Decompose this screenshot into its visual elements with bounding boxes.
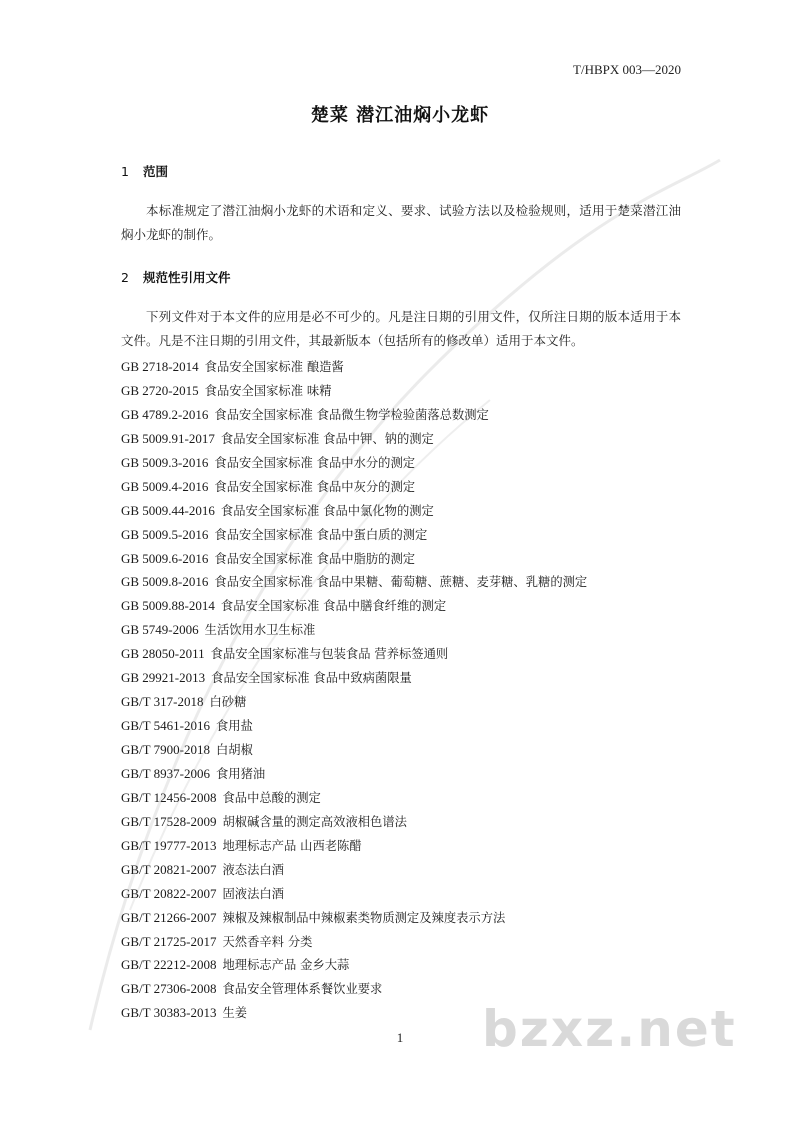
- reference-item: [121, 1001, 587, 1025]
- reference-code: GB/T 19777-2013: [121, 837, 217, 853]
- reference-code: GB 5009.6-2016: [121, 550, 209, 566]
- reference-code: GB/T 17528-2009: [121, 813, 217, 829]
- reference-item: [121, 930, 587, 954]
- reference-title: 胡椒碱含量的测定高效液相色谱法: [222, 814, 407, 829]
- section-2-heading: [121, 268, 231, 286]
- reference-code: GB/T 7900-2018: [121, 742, 210, 757]
- reference-item: [121, 427, 587, 451]
- reference-title: 食品安全国家标准 食品中灰分的测定: [214, 479, 416, 494]
- reference-code: GB 5009.4-2016: [121, 478, 209, 494]
- reference-item: [121, 666, 587, 690]
- reference-title: 地理标志产品 金乡大蒜: [222, 958, 350, 973]
- reference-item: [121, 642, 587, 666]
- reference-item: [121, 475, 587, 499]
- section-title: 规范性引用文件: [143, 270, 231, 285]
- reference-item: [121, 810, 587, 834]
- reference-item: [121, 690, 587, 714]
- reference-title: 生活饮用水卫生标准: [204, 623, 316, 638]
- reference-item: [121, 953, 587, 977]
- reference-code: GB/T 20822-2007: [121, 885, 217, 901]
- reference-code: GB 5009.88-2014: [121, 598, 215, 614]
- reference-item: [121, 618, 587, 642]
- reference-code: GB 29921-2013: [121, 670, 206, 686]
- reference-title: 食品安全国家标准 食品中水分的测定: [214, 455, 416, 470]
- reference-item: [121, 738, 587, 762]
- reference-code: GB 28050-2011: [121, 646, 205, 662]
- reference-item: [121, 379, 587, 403]
- reference-code: GB 5009.44-2016: [121, 502, 215, 518]
- reference-item: [121, 786, 587, 810]
- reference-title: 地理标志产品 山西老陈醋: [222, 838, 362, 853]
- reference-item: [121, 858, 587, 882]
- document-title: 楚菜 潜江油焖小龙虾: [310, 105, 490, 126]
- reference-item: [121, 523, 587, 547]
- reference-item: [121, 570, 587, 594]
- reference-code: GB/T 21266-2007: [121, 909, 217, 925]
- reference-title: 天然香辛料 分类: [222, 934, 313, 949]
- section-2-paragraph: 下列文件对于本文件的应用是必不可少的。凡是注日期的引用文件，仅所注日期的版本适用于本文件。凡是不注日期的引用文件，其最新版本（包括所有的修改单）适用于本文件。: [121, 309, 681, 348]
- reference-title: 食品中总酸的测定: [222, 790, 321, 805]
- reference-code: GB 2720-2015: [121, 382, 199, 398]
- standard-code: T/HBPX 003—2020: [573, 62, 681, 77]
- reference-code: GB/T 22212-2008: [121, 957, 217, 973]
- reference-code: GB/T 12456-2008: [121, 789, 217, 805]
- reference-title: 食品安全管理体系餐饮业要求: [222, 982, 383, 997]
- reference-code: GB 2718-2014: [121, 359, 199, 374]
- reference-item: [121, 882, 587, 906]
- reference-title: 食用盐: [215, 719, 253, 734]
- reference-title: 食品安全国家标准 食品中致病菌限量: [211, 671, 412, 686]
- reference-item: [121, 547, 587, 571]
- reference-code: GB/T 20821-2007: [121, 861, 217, 877]
- reference-code: GB/T 317-2018: [121, 694, 204, 710]
- reference-code: GB 5009.3-2016: [121, 454, 209, 470]
- reference-code: GB 5749-2006: [121, 622, 199, 638]
- reference-item: [121, 977, 587, 1001]
- reference-item: [121, 403, 587, 427]
- reference-code: GB/T 8937-2006: [121, 765, 210, 781]
- section-1-heading: [121, 162, 168, 180]
- reference-item: [121, 906, 587, 930]
- section-number: 2: [121, 270, 129, 285]
- reference-title: 食品安全国家标准 食品中膳食纤维的测定: [220, 599, 447, 614]
- section-title: 范围: [143, 164, 169, 179]
- reference-list: [121, 355, 587, 1025]
- reference-title: 食品安全国家标准 味精: [204, 383, 332, 398]
- reference-item: [121, 834, 587, 858]
- reference-code: GB/T 27306-2008: [121, 981, 217, 997]
- section-1-paragraph: 本标准规定了潜江油焖小龙虾的术语和定义、要求、试验方法以及检验规则，适用于楚菜潜江油焖小龙虾的制作。: [121, 203, 681, 242]
- reference-title: 食用猪油: [215, 766, 266, 781]
- reference-title: 固液法白酒: [222, 886, 284, 901]
- reference-title: 食品安全国家标准 食品中脂肪的测定: [214, 551, 416, 566]
- reference-title: 生姜: [222, 1006, 248, 1021]
- reference-code: GB/T 5461-2016: [121, 718, 210, 734]
- reference-code: GB/T 30383-2013: [121, 1005, 217, 1021]
- section-number: 1: [121, 164, 129, 179]
- reference-title: 液态法白酒: [222, 862, 284, 877]
- reference-code: GB 4789.2-2016: [121, 406, 209, 422]
- reference-title: 辣椒及辣椒制品中辣椒素类物质测定及辣度表示方法: [222, 910, 506, 925]
- reference-item: [121, 355, 587, 379]
- reference-title: 食品安全国家标准 食品中钾、钠的测定: [220, 431, 434, 446]
- page-number: 1: [396, 1030, 404, 1045]
- reference-item: [121, 499, 587, 523]
- reference-item: [121, 451, 587, 475]
- reference-title: 白砂糖: [209, 695, 247, 710]
- reference-item: [121, 714, 587, 738]
- reference-title: 白胡椒: [215, 743, 253, 757]
- reference-title: 食品安全国家标准 食品中果糖、葡萄糖、蔗糖、麦芽糖、乳糖的测定: [214, 575, 588, 590]
- site-watermark: bzxz.net: [482, 1000, 737, 1058]
- reference-code: GB 5009.8-2016: [121, 574, 209, 590]
- reference-code: GB 5009.5-2016: [121, 526, 209, 542]
- reference-item: [121, 762, 587, 786]
- reference-title: 食品安全国家标准 食品中蛋白质的测定: [214, 527, 428, 542]
- reference-code: GB/T 21725-2017: [121, 933, 217, 949]
- reference-title: 食品安全国家标准与包装食品 营养标签通则: [210, 647, 449, 662]
- reference-title: 食品安全国家标准 食品微生物学检验菌落总数测定: [214, 407, 489, 422]
- reference-title: 食品安全国家标准 酿造酱: [204, 360, 344, 374]
- reference-code: GB 5009.91-2017: [121, 430, 215, 446]
- reference-title: 食品安全国家标准 食品中氯化物的测定: [220, 503, 434, 518]
- reference-item: [121, 594, 587, 618]
